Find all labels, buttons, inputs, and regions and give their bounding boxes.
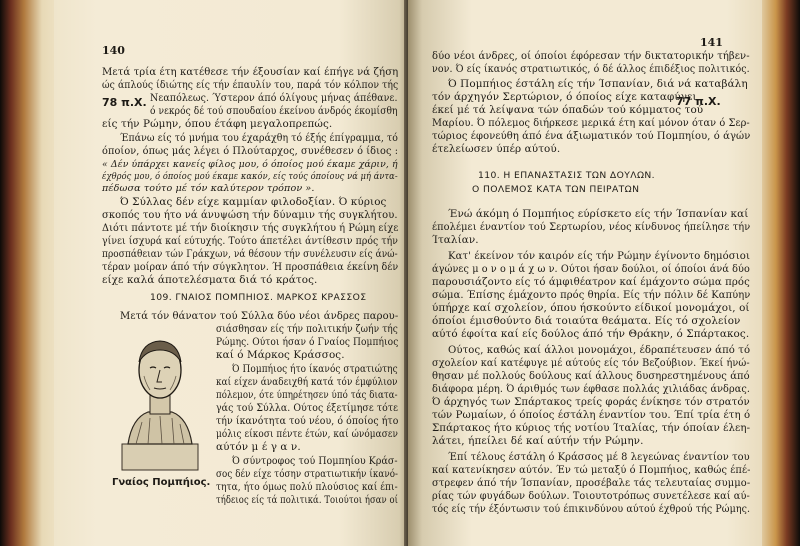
text-line: γάς τού Σύλλα. Ούτος έξετίμησε τότε <box>216 402 399 414</box>
text-line: διάφορα μέρη. Ό άριθμός των έφθασε πολλάς χιλιάδας άνδρας. <box>432 383 751 395</box>
text-line: Μετά τόν θάνατον τού Σύλλα δύο νέοι άνδρες παρου- <box>120 310 399 322</box>
text-line: έκεί μέ τά λείψανα τών όπαδών τού κόμματος τού <box>432 104 704 116</box>
text-line: Κατ' έκείνον τόν καιρόν είς τήν Ρώμην έγίνοντο δημόσιοι <box>448 250 751 262</box>
text-line: στρεφεν άπό τήν Ίσπανίαν, προσέβαλε τάς τελευταίας συμμο- <box>432 477 751 489</box>
text-line: είχε καλά άποτελέσματα διά τό κράτος. <box>102 274 318 286</box>
text-line: Ό Πομπήιος ήτο ίκανός στρατιώτης <box>232 363 398 375</box>
portrait-caption: Γναίος Πομπήιος. <box>112 477 211 488</box>
text-line: τόν άρχηγόν Σερτώριον, ό όποίος είχε καταφύγει <box>432 91 697 103</box>
text-line: τών Ρωμαίων, ό όποίος έστάλη έναντίον του. Έπί τρία έτη ό <box>432 409 751 421</box>
text-line: ρίας τών φυγάδων δούλων. Τοιουτοτρόπως συνετέλεσε καί αύ- <box>432 490 750 502</box>
epigram-line: έχθρός μου, ό όποίος μού έκαμε κακόν, είς τούς όποίους νά μή άντα- <box>102 171 398 182</box>
text-line: έτελείωσεν ύπέρ αύτού. <box>432 143 561 155</box>
text-line: Ένώ άκόμη ό Πομπήιος εύρίσκετο είς τήν Ίσπανίαν καί <box>448 208 749 220</box>
text-line: Ούτος, καθώς καί άλλοι μονομάχοι, έδραπέτευσεν άπό τό <box>448 344 751 356</box>
text-line: τώριος έφονεύθη άπό ένα άξιωματικόν τού Πομπηίου, ό άγών <box>432 130 751 142</box>
section-heading: 110. Η ΕΠΑΝΑΣΤΑΣΙΣ ΤΩΝ ΔΟΥΛΩΝ. <box>478 170 655 181</box>
text-line: θησαν μέ πολλούς δούλους καί άλλους δυσηρεστημένους άπό <box>432 370 750 382</box>
text-line: όποίον, όπως μάς λέγει ό Πλούταρχος, συνέθεσεν ό ίδιος : <box>102 145 399 157</box>
book-cover-left-edge <box>0 0 60 546</box>
text-line: γίνει ίσχυρά καί εύτυχής. Τούτο άπετέλει άντίθεσιν πρός τήν <box>102 235 398 247</box>
text-line: ώς άπλούς ίδιώτης είς τήν έπαυλίν του, παρά τόν κόλπον τής <box>102 79 399 91</box>
text-line: μόλις είκοσι πέντε έτών, καί ώνόμασεν <box>216 428 399 440</box>
text-line: πόλεμον, ότε ύπηρέτησεν ύπό τάς διατα- <box>216 389 398 401</box>
text-line: αύτόν μ έ γ α ν. <box>216 441 301 453</box>
margin-date-note: 78 π.Χ. <box>102 96 147 109</box>
text-line: Διότι πάντοτε μέ τήν διοίκησιν τής συγκλήτου ή Ρώμη είχε <box>102 222 399 234</box>
text-line: αύτό έφοίτα καί είς δούλος άπό τήν Θράκην, ό Σπάρτακος. <box>432 328 750 340</box>
text-line: Έπί τέλους έστάλη ό Κράσσος μέ 8 λεγεώνας έναντίον του <box>448 451 750 463</box>
book-cover-right-edge <box>756 0 800 546</box>
text-line: σχολείον καί κατέφυγε μέ αύτούς είς τόν Βεζούβιον. Έκεί ήνώ- <box>432 357 750 369</box>
text-line: Ρώμης. Ούτοι ήσαν ό Γναίος Πομπήιος <box>216 336 399 348</box>
section-heading: Ο ΠΟΛΕΜΟΣ ΚΑΤΑ ΤΩΝ ΠΕΙΡΑΤΩΝ <box>472 184 640 195</box>
text-line: ύπήρχε καί σχολείον, όπου ήσκούντο είδικοί μονομάχοι, οί <box>432 302 750 314</box>
text-line: καί κατενίκησεν αύτόν. Έν τώ μεταξύ ό Πομπήιος, καθώς έπέ- <box>432 464 751 476</box>
text-line: Ό άρχηγός των Σπάρτακος τρείς φοράς ένίκησε τόν στρατόν <box>432 396 750 408</box>
page-number: 140 <box>102 44 125 57</box>
text-line: σκοπός του ήτο νά άνυψώση τήν δύναμιν τής συγκλήτου. <box>102 209 398 221</box>
text-line: λάτει, ήπείλει δέ καί αύτήν τήν Ρώμην. <box>432 435 644 447</box>
text-line: Μαρίου. Ό πόλεμος διήρκεσε μερικά έτη καί μόνον όταν ό Σερ- <box>432 117 750 129</box>
text-line: καί ό Μάρκος Κράσσος. <box>216 349 345 361</box>
text-line: τός είς τήν έξόντωσιν τού έπικινδύνου αύτού έχθρού τής Ρώμης. <box>432 503 751 515</box>
text-line: νον. Ό είς ίκανός στρατιωτικός, ό δέ άλλος έπιδέξιος πολιτικός. <box>432 63 750 75</box>
text-line: τητα, ήτο όμως πολύ πλούσιος καί έπι- <box>216 481 398 493</box>
text-line: έπολέμει έναντίον τού Σερτωρίου, νέος κίνδυνος ήπείλησε τήν <box>432 221 751 233</box>
text-line: προσπάθειαν τών Γράκχων, νά θέσουν τήν συνέλευσιν είς άνώ- <box>102 248 398 260</box>
text-line: τήν ίκανότητα τού νέου, ό όποίος ήτο <box>216 415 399 427</box>
pompey-bust-illustration <box>118 332 202 472</box>
text-line: παρουσιάζοντο είς τό άμφιθέατρον καί έμάχοντο σώμα πρός <box>432 276 750 288</box>
text-line: Νεαπόλεως. Ύστερον άπό όλίγους μήνας άπέθανε. <box>150 92 398 104</box>
text-line: άγώνες μ ο ν ο μ ά χ ω ν. Ούτοι ήσαν δούλοι, οί όποίοι άνά δύο <box>432 263 750 275</box>
text-line: σιάσθησαν είς τήν πολιτικήν ζωήν τής <box>216 323 398 335</box>
text-line: ό νεκρός δέ τού σπουδαίου έκείνου άνδρός έκομίσθη <box>150 105 398 117</box>
margin-date-note: 77 π.Χ. <box>676 95 721 108</box>
left-page <box>54 0 410 546</box>
text-line: Μετά τρία έτη κατέθεσε τήν έξουσίαν καί έπήγε νά ζήση <box>102 66 399 78</box>
text-line: σος δέν είχε τόσην στρατιωτικήν ίκανό- <box>216 468 399 480</box>
text-line: είς τήν Ρώμην, όπου έτάφη μεγαλοπρεπώς. <box>102 118 333 130</box>
text-line: τήδειος είς τά πολιτικά. Τοιούτοι ήσαν οί <box>216 494 399 506</box>
text-line: Ό σύντροφος τού Πομπηίου Κράσ- <box>232 455 398 467</box>
text-line: καί είχεν άναδειχθή κατά τόν έμφύλιον <box>216 376 398 388</box>
epigram-line: πέδωσα τούτο μέ τόν καλύτερον τρόπον ». <box>102 183 315 194</box>
section-heading: 109. ΓΝΑΙΟΣ ΠΟΜΠΗΙΟΣ. ΜΑΡΚΟΣ ΚΡΑΣΣΟΣ <box>150 292 367 303</box>
page-number: 141 <box>700 36 723 49</box>
text-line: Ό Πομπήιος έστάλη είς τήν Ίσπανίαν, διά νά καταβάλη <box>448 78 748 90</box>
text-line: σώμα. Έπίσης έμάχοντο πρός θηρία. Είς τήν πόλιν δέ Καπύην <box>432 289 751 301</box>
text-line: Έπάνω είς τό μνήμα του έχαράχθη τό έξής έπίγραμμα, τό <box>120 132 399 144</box>
text-line: Ίταλίαν. <box>432 234 479 246</box>
right-page <box>408 0 762 546</box>
text-line: τέραν μοίραν άπό τήν σύγκλητον. Ή προσπάθεια έκείνη δέν <box>102 261 399 273</box>
text-line: δύο νέοι άνδρες, οί όποίοι έφόρεσαν τήν δικτατορικήν τήβεν- <box>432 50 750 62</box>
text-line: όποίοι έμισθούντο διά τοιαύτα θεάματα. Είς τό σχολείον <box>432 315 741 327</box>
epigram-line: « Δέν ύπάρχει κανείς φίλος μου, ό όποίος μού έκαμε χάριν, ή <box>102 159 398 170</box>
text-line: Ό Σύλλας δέν είχε καμμίαν φιλοδοξίαν. Ό κύριος <box>120 196 387 208</box>
text-line: Σπάρτακος ήτο κύριος τής νοτίου Ίταλίας, τήν όποίαν έλεη- <box>432 422 751 434</box>
